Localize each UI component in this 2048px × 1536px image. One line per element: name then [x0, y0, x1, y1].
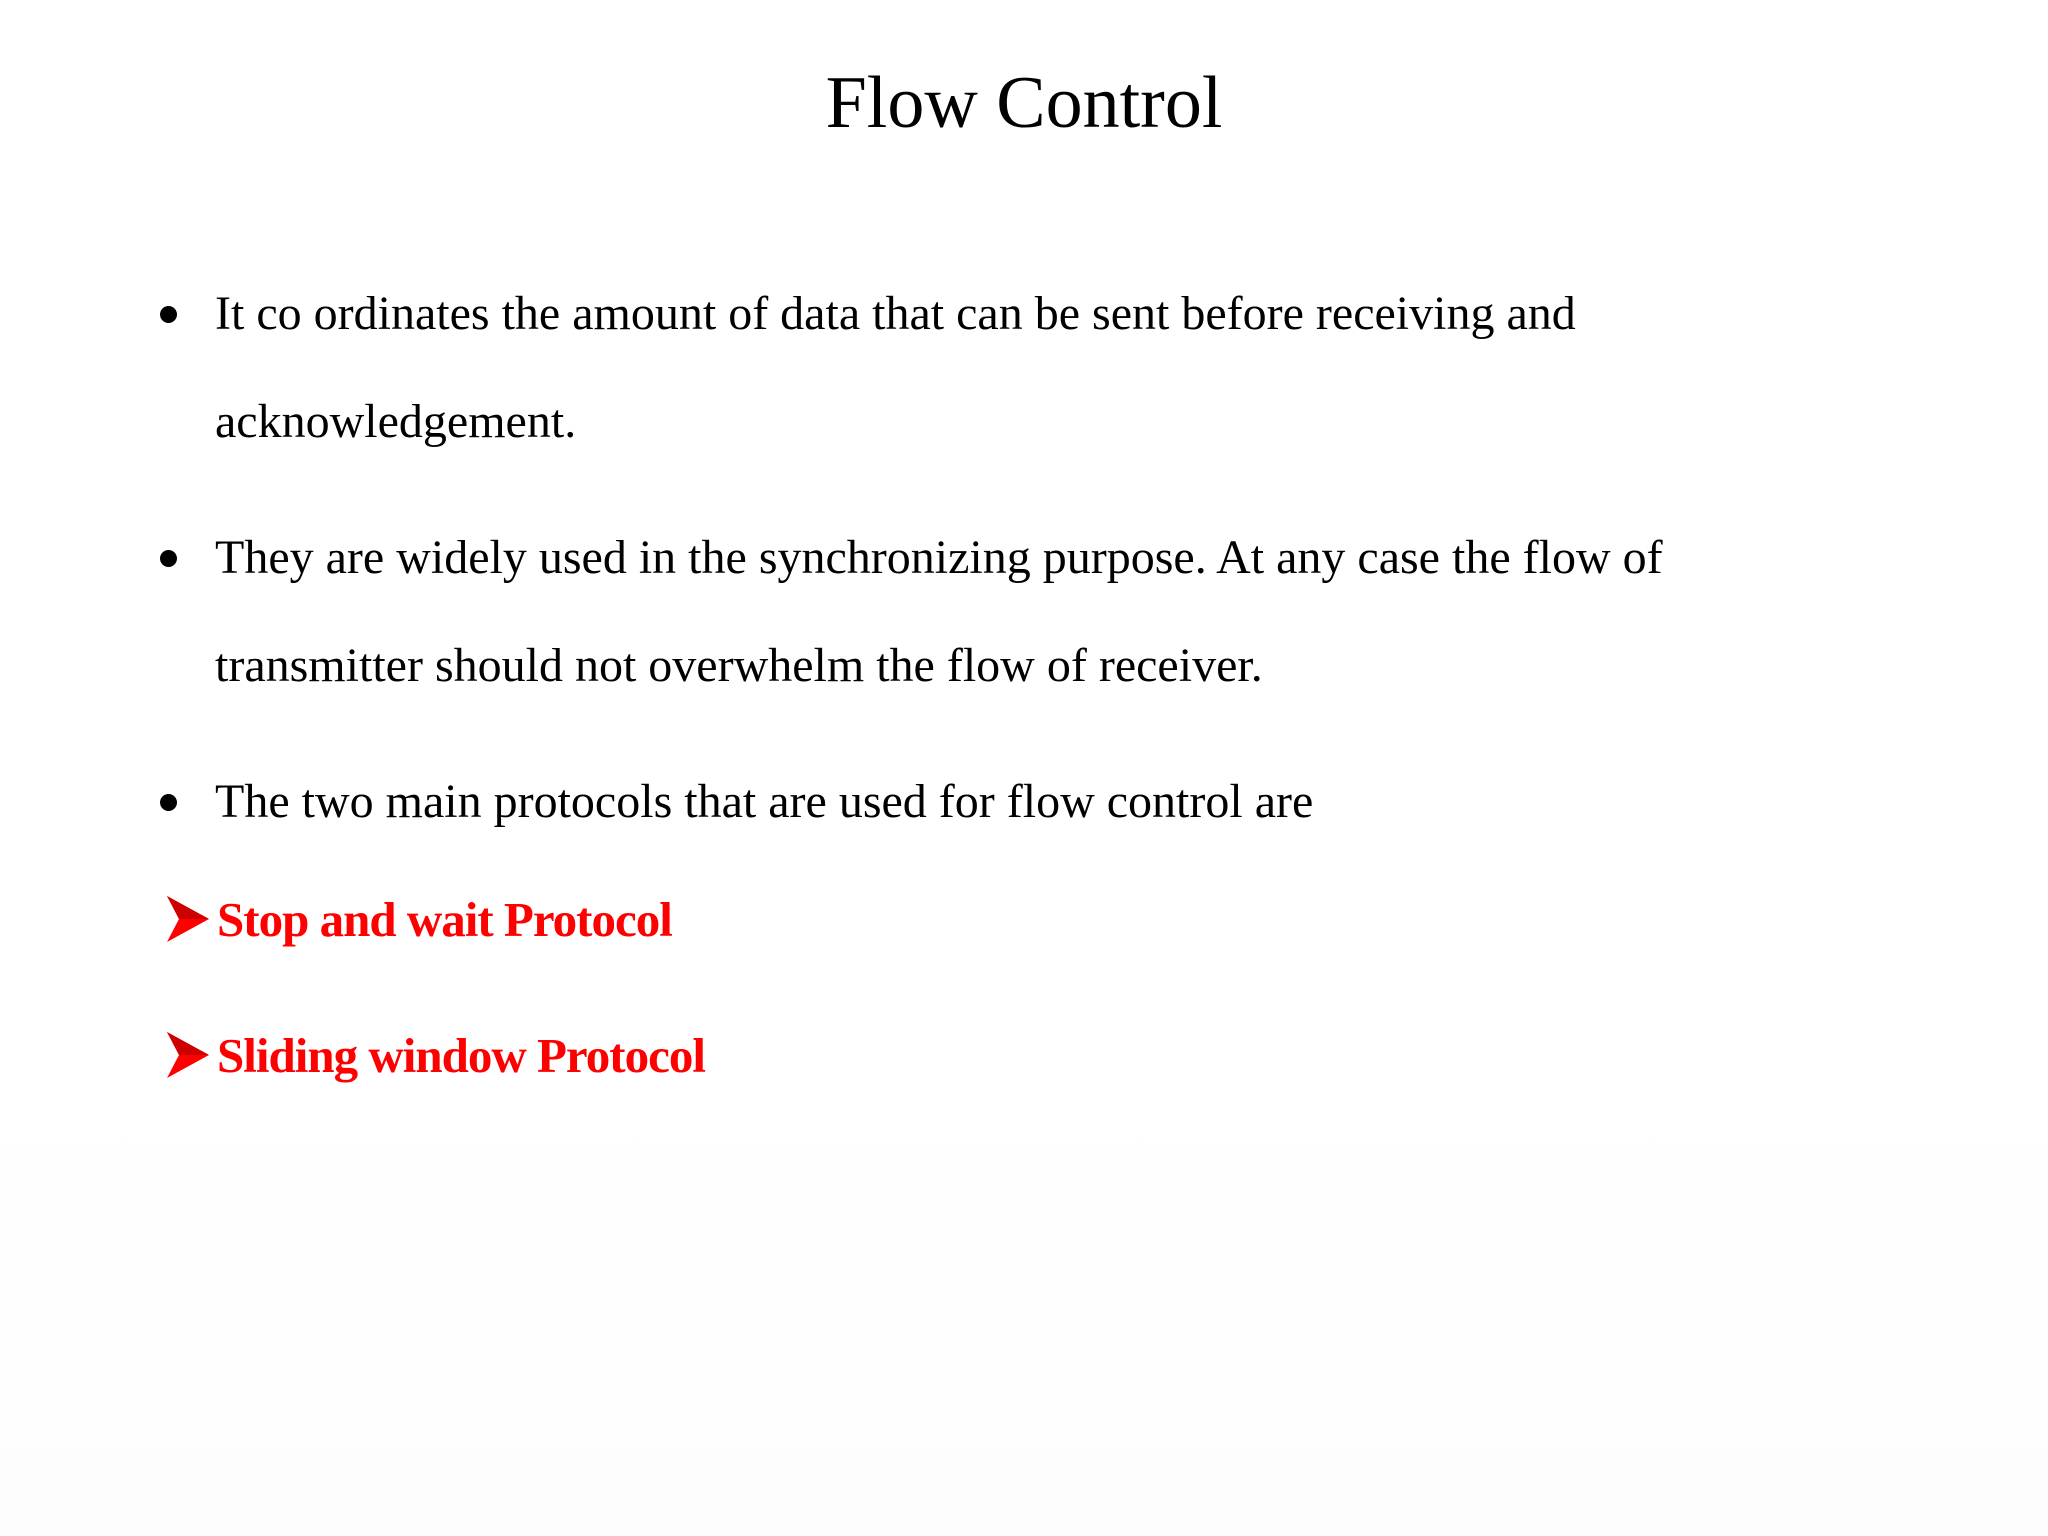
bullet-list — [160, 260, 1760, 884]
bullet-text: The two main protocols that are used for flow control are — [215, 775, 1314, 828]
bullet-item — [160, 748, 1760, 856]
protocol-label: Stop and wait Protocol — [217, 892, 672, 947]
arrowhead-bullet-icon — [165, 1030, 211, 1080]
bullet-dot-icon — [160, 794, 177, 811]
protocol-item — [165, 1016, 705, 1152]
bullet-text: It co ordinates the amount of data that can be sent before receiving and acknowledgement. — [215, 287, 1576, 448]
bullet-dot-icon — [160, 550, 177, 567]
bullet-text: They are widely used in the synchronizing purpose. At any case the flow of transmitter should not overwhelm the flow of receiver. — [215, 531, 1663, 692]
bullet-item — [160, 504, 1760, 720]
slide-title: Flow Control — [825, 62, 1223, 144]
arrowhead-bullet-icon — [165, 894, 211, 944]
protocol-list — [165, 880, 705, 1152]
bullet-dot-icon — [160, 306, 177, 323]
bullet-item — [160, 260, 1760, 476]
protocol-item — [165, 880, 705, 1016]
protocol-label: Sliding window Protocol — [217, 1028, 705, 1083]
